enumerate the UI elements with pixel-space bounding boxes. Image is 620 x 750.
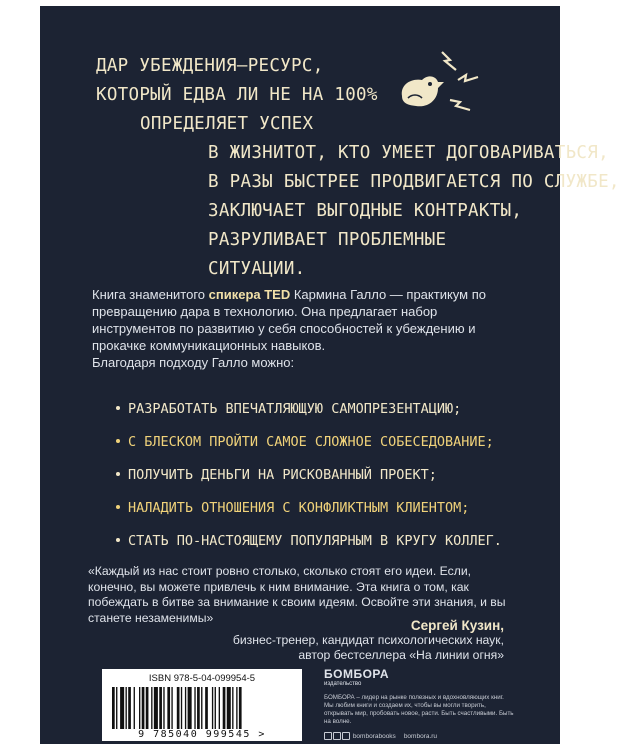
barcode-bar bbox=[197, 687, 200, 729]
bullet-icon bbox=[116, 505, 120, 509]
barcode-bar bbox=[128, 687, 131, 729]
isbn-digits: 9 785040 999545 > bbox=[138, 729, 266, 740]
list-item-text: СТАТЬ ПО-НАСТОЯЩЕМУ ПОПУЛЯРНЫМ В КРУГУ КОЛЛЕГ. bbox=[128, 533, 502, 549]
list-item-text: С БЛЕСКОМ ПРОЙТИ САМОЕ СЛОЖНОЕ СОБЕСЕДОВАНИЕ; bbox=[128, 434, 494, 450]
bird-icon bbox=[390, 44, 480, 124]
pitch-line: СИТУАЦИИ. bbox=[208, 259, 306, 279]
barcode-bar bbox=[112, 687, 115, 729]
list-item-text: НАЛАДИТЬ ОТНОШЕНИЯ С КОНФЛИКТНЫМ КЛИЕНТОМ; bbox=[128, 500, 470, 516]
barcode-bar bbox=[232, 687, 233, 729]
barcode-icon bbox=[110, 687, 294, 729]
pitch-line: КОТОРЫЙ ЕДВА ЛИ НЕ НА 100% bbox=[96, 85, 378, 105]
book-description bbox=[92, 286, 512, 371]
bullet-icon bbox=[116, 406, 120, 410]
publisher-description: БОМБОРА – лидер на рынке полезных и вдохновляющих книг. Мы любим книги и создаем их, чтобы вы могли творить, открывать мир, пробовать новое, расти. Быть счастливыми. Быть на волне. bbox=[324, 694, 514, 725]
publisher-block bbox=[324, 668, 514, 741]
book-back-cover bbox=[40, 6, 620, 744]
pitch-line: РАЗРУЛИВАЕТ ПРОБЛЕМНЫЕ bbox=[208, 230, 447, 250]
list-item-text: РАЗРАБОТАТЬ ВПЕЧАТЛЯЮЩУЮ САМОПРЕЗЕНТАЦИЮ; bbox=[128, 401, 462, 417]
endorsement-author bbox=[233, 618, 504, 663]
barcode-bar bbox=[239, 687, 242, 729]
barcode-bar bbox=[167, 687, 170, 729]
instagram-icon bbox=[342, 732, 350, 740]
description-lead-in: Благодаря подходу Галло можно: bbox=[92, 355, 295, 370]
barcode-bar bbox=[171, 687, 172, 729]
pitch-line: ДАР УБЕЖДЕНИЯ—РЕСУРС, bbox=[96, 56, 324, 76]
barcode-bar bbox=[227, 687, 231, 729]
list-item bbox=[128, 464, 502, 497]
pitch-line: В ЖИЗНИТОТ, КТО УМЕЕТ ДОГОВАРИВАТЬСЯ, bbox=[208, 143, 609, 163]
barcode-bar bbox=[194, 687, 195, 729]
description-text: Кармина Галло — практикум по превращению дара в технологию. Она предлагает набор инструментов по развитию у себя способностей к убеждению и прокачке коммуникационных навыков. bbox=[92, 287, 486, 353]
author-role: бизнес-тренер, кандидат психологических наук, bbox=[232, 633, 504, 647]
bullet-icon bbox=[116, 439, 120, 443]
barcode-bar bbox=[185, 687, 186, 729]
vk-icon bbox=[324, 732, 332, 740]
barcode-bar bbox=[181, 687, 182, 729]
barcode-bar bbox=[116, 687, 117, 729]
barcode-bar bbox=[236, 687, 237, 729]
pitch-line: ЗАКЛЮЧАЕТ ВЫГОДНЫЕ КОНТРАКТЫ, bbox=[208, 201, 523, 221]
pitch-text bbox=[96, 52, 620, 284]
author-role: автор бестселлера «На линии огня» bbox=[298, 648, 504, 662]
isbn-label: ISBN 978-5-04-099954-5 bbox=[148, 673, 256, 684]
benefits-list bbox=[128, 398, 502, 563]
author-name: Сергей Кузин, bbox=[410, 618, 504, 633]
publisher-contacts bbox=[324, 732, 514, 741]
isbn-barcode-panel bbox=[102, 669, 302, 741]
barcode-bar bbox=[154, 687, 158, 729]
description-highlight: спикера TED bbox=[208, 287, 291, 302]
barcode-bar bbox=[215, 687, 216, 729]
barcode-bar bbox=[177, 687, 180, 729]
barcode-bar bbox=[142, 687, 145, 729]
bullet-icon bbox=[116, 472, 120, 476]
bullet-icon bbox=[116, 538, 120, 542]
barcode-bar bbox=[205, 687, 208, 729]
description-text: Книга знаменитого bbox=[92, 287, 209, 302]
barcode-bar bbox=[120, 687, 124, 729]
publisher-subtitle: издательство bbox=[324, 681, 362, 687]
barcode-bar bbox=[163, 687, 164, 729]
barcode-bar bbox=[134, 687, 135, 729]
social-links bbox=[324, 732, 396, 741]
barcode-bar bbox=[201, 687, 202, 729]
pitch-line: ОПРЕДЕЛЯЕТ УСПЕХ bbox=[140, 114, 314, 134]
list-item bbox=[128, 530, 502, 563]
barcode-bar bbox=[223, 687, 226, 729]
list-item bbox=[128, 431, 502, 464]
barcode-bar bbox=[159, 687, 162, 729]
list-item bbox=[128, 398, 502, 431]
barcode-bar bbox=[212, 687, 213, 729]
barcode-bar bbox=[139, 687, 140, 729]
publisher-website: bombora.ru bbox=[403, 733, 438, 740]
barcode-bar bbox=[126, 687, 127, 729]
list-item bbox=[128, 497, 502, 530]
barcode-bar bbox=[151, 687, 152, 729]
barcode-bar bbox=[219, 687, 220, 729]
facebook-icon bbox=[333, 732, 341, 740]
description-paragraph bbox=[92, 286, 512, 354]
publisher-logo: БОМБОРА bbox=[324, 667, 390, 681]
endorsement-quote: «Каждый из нас стоит ровно столько, сколько стоят его идеи. Если, конечно, вы можете привлечь к ним внимание. Эта книга о том, как побеждать в битве за внимание к своим идеям. Освойте эти знания, и вы станете незаменимы» bbox=[88, 564, 506, 625]
barcode-bar bbox=[146, 687, 149, 729]
barcode-bar bbox=[188, 687, 192, 729]
social-handle: bomborabooks bbox=[352, 733, 396, 740]
list-item-text: ПОЛУЧИТЬ ДЕНЬГИ НА РИСКОВАННЫЙ ПРОЕКТ; bbox=[128, 467, 437, 483]
pitch-line: В РАЗЫ БЫСТРЕЕ ПРОДВИГАЕТСЯ ПО СЛУЖБЕ, bbox=[208, 172, 620, 192]
